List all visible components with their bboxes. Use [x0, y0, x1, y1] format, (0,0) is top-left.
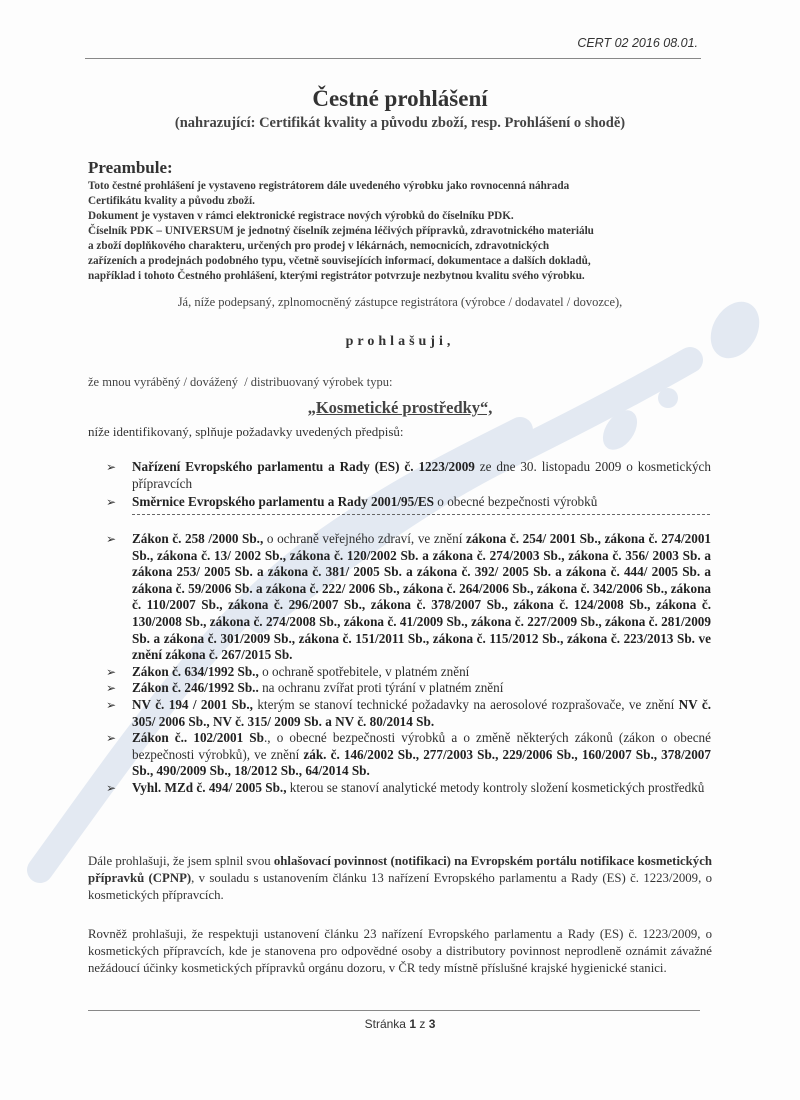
regulation-bold-text: Zákon č. 258 /2000 Sb.,: [132, 531, 264, 546]
bullet-arrow-icon: ➢: [106, 697, 117, 712]
dashed-separator: [132, 514, 710, 515]
preamble-line: Dokument je vystaven v rámci elektronické registrace nových výrobků do číselníku PDK.: [88, 210, 514, 222]
preamble-line: například i tohoto Čestného prohlášení, kterými registrátor potvrzuje nezbytnou kvalitu svého výrobku.: [88, 270, 585, 282]
regulation-title: Směrnice Evropského parlamentu a Rady 2001/95/ES: [132, 494, 434, 510]
product-type: „Kosmetické prostředky“,: [307, 398, 493, 417]
page-title: Čestné prohlášení: [312, 86, 488, 111]
declare-heading: prohlašuji,: [345, 334, 455, 349]
list-item: [106, 780, 711, 797]
regulation-bold-text: Zákon č. 634/1992 Sb.,: [132, 663, 259, 679]
footer-divider: [88, 1010, 700, 1011]
regulation-bold-text: NV č. 305/ 2006 Sb., NV č. 315/ 2009 Sb. a NV č. 80/2014 Sb.: [132, 696, 711, 729]
regulation-bold-text: Vyhl. MZd č. 494/ 2005 Sb.,: [132, 779, 287, 795]
regulation-desc: o obecné bezpečnosti výrobků: [434, 494, 598, 510]
list-item: [106, 531, 711, 664]
regulation-bold-text: NV č. 194 / 2001 Sb.,: [132, 696, 253, 712]
adverse-effects-paragraph: Rovněž prohlašuji, že respektuji ustanovení článku 23 nařízení Evropského parlamentu a Rady (ES) č. 1223/2009, o kosmetických přípravcích, kde je stanovena pro odpovědné osoby a distributory povinnost neprodleně oznámit závažné nežádoucí účinky kosmetických přípravků orgánu dozoru, v ČR tedy místně příslušné krajské hygienické stanici.: [88, 927, 712, 975]
regulation-bold-text: Zákon č.. 102/2001 Sb: [132, 730, 264, 746]
cz-regulations-list: [106, 531, 711, 797]
document-code: CERT 02 2016 08.01.: [577, 36, 698, 50]
regulation-bold-text: zák. č. 146/2002 Sb., 277/2003 Sb., 229/2006 Sb., 160/2007 Sb., 378/2007 Sb., 490/2009 Sb., 18/2012 Sb., 64/2014 Sb.: [132, 746, 711, 779]
bullet-arrow-icon: ➢: [106, 780, 117, 795]
eu-regulations-list: [106, 459, 711, 511]
notification-paragraph: [88, 853, 712, 904]
bullet-arrow-icon: ➢: [106, 460, 117, 474]
bullet-arrow-icon: ➢: [106, 532, 117, 546]
regulation-text: kterým se stanoví technické požadavky na aerosolové rozprašovače, ve znění: [252, 696, 679, 712]
preamble-line: Číselník PDK – UNIVERSUM je jednotný číselník zejména léčivých přípravků, zdravotnického materiálu: [88, 225, 594, 237]
list-item: [106, 664, 711, 681]
page-subtitle: (nahrazující: Certifikát kvality a původu zboží, resp. Prohlášení o shodě): [174, 115, 626, 131]
preamble-line: Certifikátu kvality a původu zboží.: [88, 195, 255, 207]
bullet-arrow-icon: ➢: [106, 681, 117, 696]
regulation-bold-text: zákona č. 254/ 2001 Sb., zákona č. 274/2001 Sb., zákona č. 13/ 2002 Sb., zákona č. 120/2002 Sb. a zákona č. 274/2003 Sb., zákona č. 356/ 2003 Sb. a zákona 253/ 2005 Sb. a zákona č. 381/ 2005 Sb. a zákona č. 392/ 2005 Sb. a zákona č. 444/ 2005 Sb. a zákona č. 59/2006 Sb. a zákona č. 222/ 2006 Sb., zákona č. 264/2006 Sb., zákona č. 342/2006 Sb., zákona č. 110/2007 Sb., zákona č. 296/2007 Sb., zákona č. 378/2007 Sb., zákona č. 124/2008 Sb., zákona č. 130/2008 Sb., zákona č. 274/2008 Sb., zákona č. 41/2009 Sb., zákona č. 227/2009 Sb., zákona č. 281/2009 Sb. a zákona č. 301/2009 Sb., zákona č. 151/2011 Sb., zákona č. 115/2012 Sb., zákona č. 223/2013 Sb. ve znění zákona č. 267/2015 Sb.: [132, 531, 712, 663]
list-item: [106, 697, 711, 730]
regulation-title: Nařízení Evropského parlamentu a Rady (ES) č. 1223/2009: [132, 459, 475, 474]
preamble-line: zařízeních a prodejnách podobného typu, včetně souvisejících informací, dokumentace a dalších dokladů,: [88, 255, 591, 267]
compliance-intro: níže identifikovaný, splňuje požadavky uvedených předpisů:: [88, 424, 404, 439]
preamble-heading: Preambule:: [88, 158, 173, 177]
page-total: 3: [428, 1017, 436, 1031]
page-current: 1: [409, 1017, 416, 1031]
bullet-arrow-icon: ➢: [106, 664, 117, 679]
notification-text: Dále prohlašuji, že jsem splnil svou: [88, 854, 274, 868]
signatory-statement: Já, níže podepsaný, zplnomocněný zástupce registrátora (výrobce / dodavatel / dovozce),: [177, 295, 623, 309]
regulation-text: o ochraně veřejného zdraví, ve znění: [263, 531, 467, 546]
bullet-arrow-icon: ➢: [106, 731, 117, 746]
list-item: [106, 494, 711, 511]
regulation-bold-text: Zákon č. 246/1992 Sb..: [132, 680, 259, 696]
list-item: [106, 459, 711, 492]
page-label: Stránka: [364, 1017, 406, 1031]
regulation-text: na ochranu zvířat proti týrání v platném znění: [258, 680, 504, 696]
product-intro: že mnou vyráběný / dovážený / distribuovaný výrobek typu:: [88, 375, 393, 389]
list-item: [106, 680, 711, 697]
regulation-text: kterou se stanoví analytické metody kontroly složení kosmetických prostředků: [286, 779, 705, 795]
bullet-arrow-icon: ➢: [106, 495, 117, 510]
notification-bold: ohlašovací povinnost (notifikaci) na Evropském portálu notifikace kosmetických přípravků (CPNP): [88, 854, 712, 885]
regulation-text: o ochraně spotřebitele, v platném znění: [258, 663, 470, 679]
page-sep: z: [419, 1017, 426, 1031]
preamble-line: Toto čestné prohlášení je vystaveno registrátorem dále uvedeného výrobku jako rovnocenná náhrada: [88, 180, 570, 192]
regulation-text: ., o obecné bezpečnosti výrobků a o změně některých zákonů (zákon o obecné bezpečnosti výrobků), ve znění: [132, 730, 711, 762]
list-item: [106, 730, 711, 780]
preamble-body: [88, 179, 728, 284]
preamble-line: a zboží doplňkového charakteru, určených pro prodej v lékárnách, nemocnicích, zdravotnických: [88, 240, 550, 252]
regulation-desc: ze dne 30. listopadu 2009 o kosmetických přípravcích: [132, 459, 711, 491]
header-divider: [85, 58, 701, 59]
page-indicator: [0, 1017, 800, 1031]
notification-text: , v souladu s ustanovením článku 13 nařízení Evropského parlamentu a Rady (ES) č. 1223/2009, o kosmetických přípravcích.: [88, 871, 712, 902]
